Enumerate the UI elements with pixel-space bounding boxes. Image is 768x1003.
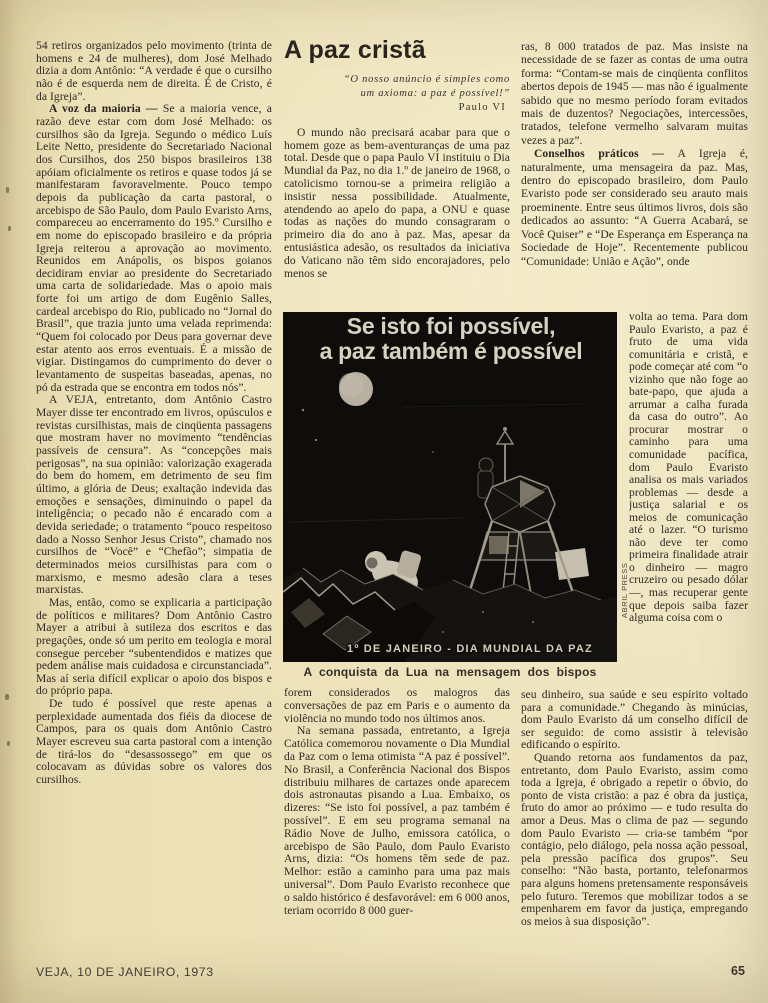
paragraph: seu dinheiro, sua saúde e seu espírito voltado para a comunidade.” Chegando às minúcias, dom Paulo Evaristo dá um conselho difícil de ser seguido: de como assistir à televisão edificando o espírito. [521,689,748,752]
foil-panel [489,536,509,554]
paragraph: volta ao tema. Para dom Paulo Evaristo, a paz é fruto de uma vida comunitária e cristã, e pode começar até com “o vizinho que não foge ao bate-papo, que ajuda a arrumar a calha furada da casa do outro”. Ao procurar mostrar o caminho para uma comunidade pacífica, dom Paulo Evaristo analisa os mais variados problemas — desde a justiça salarial e os meios de comunicação até o lazer. “O turismo não deve ter como primeira finalidade atrair o dinheiro — magro cruzeiro ou pesado dólar —, mas recuperar gente que depois saiba fazer alguma coisa com o [629,311,748,625]
star [315,439,317,441]
paragraph-text: Se a maioria vence, a razão deve estar com dom José Melhado: os cursilhos são da Igreja. Segundo o médico Luís Leite Netto, presidente do Secretariado Nacional dos Cursilhos, dos 250 bispos brasileiros 138 apóiam oficialmente os retiros e quase todos já se manifestaram favoravelmente. Pouco tempo depois da publicação da carta pastoral, o arcebispo de São Paulo, dom Paulo Evaristo Arns, compareceu ao encerramento do 195.º Cursilho e em nome do episcopado brasileiro e da própria Igreja reiterou a aprovação ao movimento. Reunidos em Anápolis, os bispos goianos decidiram enviar ao presidente do Secretariado uma carta de solidariedade. Mas o apoio mais forte foi um artigo de dom Eugênio Salles, cardeal arcebispo do Rio, publicado no “Jornal do Brasil”, que trazia junto uma velada reprimenda: “Quem foi colocado por Deus para governar deve estar atento aos erros eventuais. É a missão de vigiar. Distingamos do cumprimento do dever o levantamento de suspeitas baseadas, apenas, no pó da estrada que se encontra em todos nós”. [36,102,272,394]
poster-footer-text: 1º DE JANEIRO - DIA MUNDIAL DA PAZ [347,643,593,655]
photo-caption: A conquista da Lua na mensagem dos bispos [303,665,597,679]
column-3-narrow [629,311,748,691]
visor [367,558,378,569]
paragraph [36,103,272,394]
page-number: 65 [731,964,745,978]
paragraph: Mas, então, como se explicaria a participação de políticos e militares? Dom Antônio Castro Mayer a atribui à sutileza dos escritos e das pregações, onde só um perito em teologia e moral consegue perceber “subentendidos e matizes que pedem análise mais cuidadosa e circunstanciada”. Mas aí seria difícil explicar o apoio dos bispos e do próprio papa. [36,595,272,698]
poster-illustration [283,312,617,662]
poster-photo [283,312,617,662]
paper-speck [6,187,9,193]
column-2-top [284,36,510,312]
moon-highlight [339,373,363,397]
epigraph-line-2: um axioma: a paz é possível!” [360,87,510,99]
run-in-subhead: A voz da maioria — [49,102,163,116]
epigraph-line-1: “O nosso anúncio é simples como [343,74,510,85]
paragraph: O mundo não precisará acabar para que o homem goze as bem-aventuranças de uma paz total. Desde que o papa Paulo VI instituiu o Dia Mundial da Paz, no dia 1.º de janeiro de 1968, o catolicismo tornou-se a primeira religião a insistir nessa possibilidade. Atualmente, atendendo ao apelo do papa, a ONU e quase todas as nações do mundo consagraram o primeiro dia do ano à paz. Mas, apesar da entusiástica adesão, os resultados da iniciativa do Vaticano não têm sido encorajadores, pelo menos se [284,125,510,280]
photo-credit: ABRIL PRESS [620,562,629,618]
magazine-footer: VEJA, 10 DE JANEIRO, 1973 [36,965,214,979]
star [432,451,434,453]
epigraph [322,73,510,115]
paragraph: A VEJA, entretanto, dom Antônio Castro Mayer disse ter encontrado em livros, opúsculos e revistas cursilhistas, mais de cinqüenta passagens que mostram haver no movimento “tendências passíveis de censura”. As “concepções mais perigosas”, na sua opinião: valorização exagerada do bem do homem, em detrimento de seu fim último, a glória de Deus; exaltação indevida das emoções e sensações, diminuindo o papel da inteligência; o pecado não é encarado com a devida seriedade; o tratamento “pouco respeitoso dado a Nosso Senhor Jesus Cristo”, chamado nos cursilhos de “Você” e “Chefão”; simpatia de determinados meios cursilhistas para com o marxismo, e mesmo adesão clara a teses marxistas. [36,393,272,597]
paragraph: 54 retiros organizados pelo movimento (trinta de homens e 24 de mulheres), dom José Melhado dizia a dom Antônio: “A verdade é que o cursilho não é de esquerda nem de direita. É de Cristo, é da Igreja”. [36,40,272,103]
poster-headline-line-2: a paz também é possível [319,338,583,364]
paper-speck [8,226,11,231]
paragraph: Quando retorna aos fundamentos da paz, entretanto, dom Paulo Evaristo, assim como toda a Igreja, é obrigado a repetir o óbvio, do ponto de vista cristão: a paz é obra da justiça, fruto do amor ao próximo — e tudo resulta do amor a Deus. Mas o clima de paz — segundo dom Paulo Evaristo — cria-se também “por contágio, pelo diálogo, pela nossa ação pessoal, pela pressão pacífica dos grupos”. Seu conselho: “Não basta, portanto, telefonarmos para alguns homens pretensamente responsáveis pelo futuro. Teremos que mobilizar todos a se empenharem em favor da justiça, empregando os meios à sua disposição”. [521,750,748,928]
paragraph: ras, 8 000 tratados de paz. Mas insiste na necessidade de se fazer as contas de uma outra forma: “Contam-se mais de cinqüenta conflitos abertos depois de 1945 — mas não é igualmente sabido que no mesmo período foram evitados mais de duzentos? Negociações, intercessões, tratados, telefone vermelho salvaram muitas vezes a paz”. [521,40,748,147]
column-3-top [521,40,748,312]
column-2-bottom [284,687,510,957]
epigraph-author: Paulo VI [458,102,506,114]
article-title: A paz cristã [284,36,426,64]
paragraph-text: A Igreja é, naturalmente, uma mensageira da paz. Mas, dentro do episcopado brasileiro, dom Paulo Evaristo pode ser considerado seu arauto mais proeminente. Entre seus últimos livros, dois são dedicados ao assunto: “A Guerra Acabará, se Você Quiser” e “De Esperança em Esperança na Sociedade de Hoje”. Recentemente publicou “Comunidade: União e Ação”, onde [521,147,748,268]
star [302,409,304,411]
paragraph: forem considerados os malogros das conversações de paz em Paris e o aumento da violência no mundo todo nos últimos anos. [284,687,510,725]
column-3-bottom [521,689,748,957]
paper-speck [5,694,9,700]
column-1 [36,40,272,955]
paragraph [521,147,748,268]
run-in-subhead: Conselhos práticos — [534,147,678,161]
paragraph: De tudo é possível que reste apenas a perplexidade aumentada dos fiéis da diocese de Campos, para os quais dom Antônio Castro Mayer escreveu sua carta pastoral com a intenção de tirá-los do “desassossego” em que os colocavam as dúvidas sobre os valores dos cursilhos. [36,697,272,787]
paper-speck [7,741,10,746]
paragraph: Na semana passada, entretanto, a Igreja Católica comemorou novamente o Dia Mundial da Paz com o lema otimista “A paz é possível”. No Brasil, a Conferência Nacional dos Bispos distribuiu milhares de cartazes onde aparecem dois astronautas pisando a Lua. Embaixo, os dizeres: “Se isto foi possível, a paz também é possível”. E em seu programa semanal na Rádio Nove de Julho, emissora católica, o arcebispo de São Paulo, dom Paulo Evaristo Arns, dizia: “Os homens têm sede de paz. Melhor: estão a caminho para uma paz mais universal”. Dom Paulo Evaristo reconhece que o saldo histórico é desfavorável: em 6 000 anos, teriam ocorrido 8 000 guer- [284,724,510,917]
poster-headline-line-1: Se isto foi possível, [346,313,556,339]
